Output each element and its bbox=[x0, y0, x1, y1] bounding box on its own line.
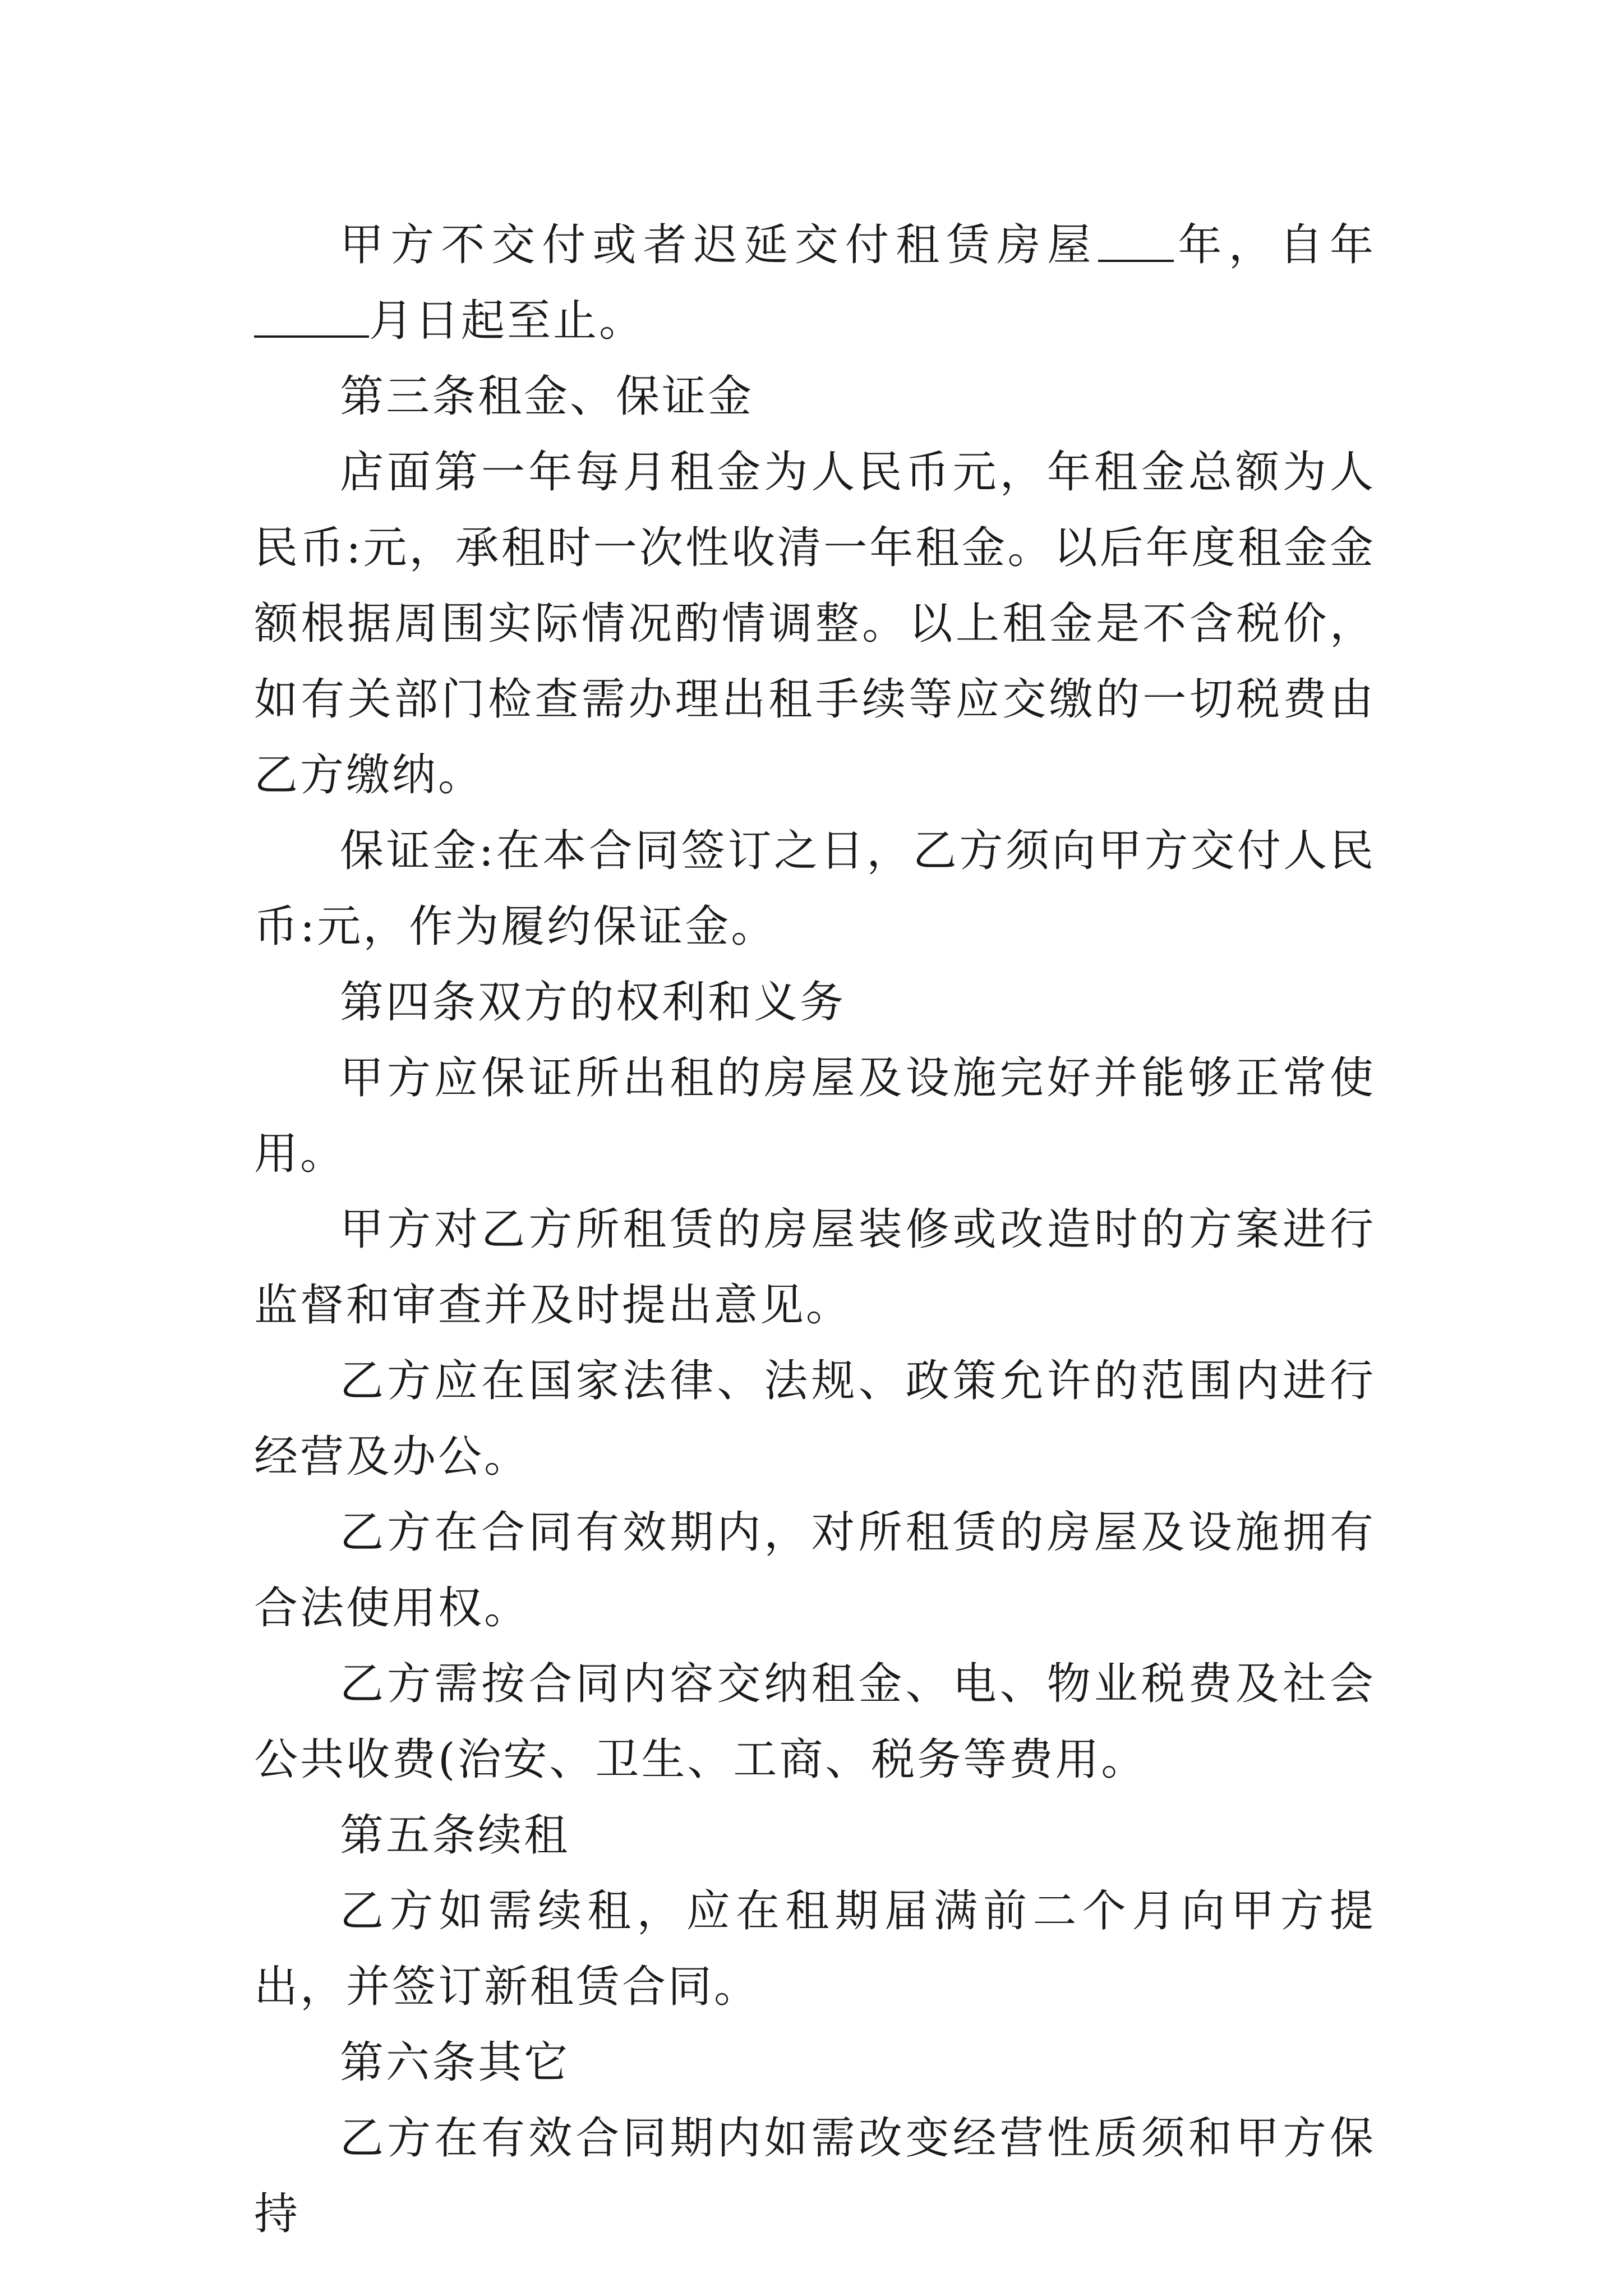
fill-in-blank-years bbox=[1098, 220, 1174, 262]
paragraph-security-deposit: 保证金:在本合同签订之日，乙方须向甲方交付人民币:元，作为履约保证金。 bbox=[254, 826, 1376, 952]
section-heading-rent-deposit: 第三条租金、保证金 bbox=[340, 371, 754, 422]
paragraph-lessee-usage-right: 乙方在合同有效期内，对所租赁的房屋及设施拥有合法使用权。 bbox=[254, 1507, 1376, 1634]
paragraph-lessee-legal-operation: 乙方应在国家法律、法规、政策允许的范围内进行经营及办公。 bbox=[254, 1356, 1376, 1482]
section-heading-renewal: 第五条续租 bbox=[340, 1810, 570, 1861]
paragraph-delivery-delay-text-2: 年，自年 bbox=[1173, 220, 1376, 270]
paragraph-renewal-terms: 乙方如需续租，应在租期届满前二个月向甲方提出，并签订新租赁合同。 bbox=[254, 1886, 1376, 2012]
document-body bbox=[254, 208, 1376, 2252]
paragraph-lessor-guarantee: 甲方应保证所出租的房屋及设施完好并能够正常使用。 bbox=[254, 1053, 1376, 1179]
paragraph-change-business: 乙方在有效合同期内如需改变经营性质须和甲方保持 bbox=[254, 2113, 1376, 2239]
paragraph-rent-amount: 店面第一年每月租金为人民币元，年租金总额为人民币:元，承租时一次性收清一年租金。以后年度租金金额根据周围实际情况酌情调整。以上租金是不含税价，如有关部门检查需办理出租手续等应交缴的一切税费由乙方缴纳。 bbox=[254, 447, 1376, 800]
fill-in-blank-date bbox=[254, 296, 369, 338]
section-heading-other: 第六条其它 bbox=[340, 2037, 570, 2088]
paragraph-delivery-delay-text-1: 甲方不交付或者迟延交付租赁房屋 bbox=[340, 220, 1098, 270]
paragraph-delivery-delay bbox=[254, 208, 1376, 359]
paragraph-lessor-supervision: 甲方对乙方所租赁的房屋装修或改造时的方案进行监督和审查并及时提出意见。 bbox=[254, 1204, 1376, 1331]
paragraph-delivery-delay-text-3: 月日起至止。 bbox=[369, 296, 645, 346]
paragraph-lessee-fees: 乙方需按合同内容交纳租金、电、物业税费及社会公共收费(治安、卫生、工商、税务等费用。 bbox=[254, 1659, 1376, 1785]
section-heading-rights-obligations: 第四条双方的权利和义务 bbox=[340, 977, 846, 1028]
